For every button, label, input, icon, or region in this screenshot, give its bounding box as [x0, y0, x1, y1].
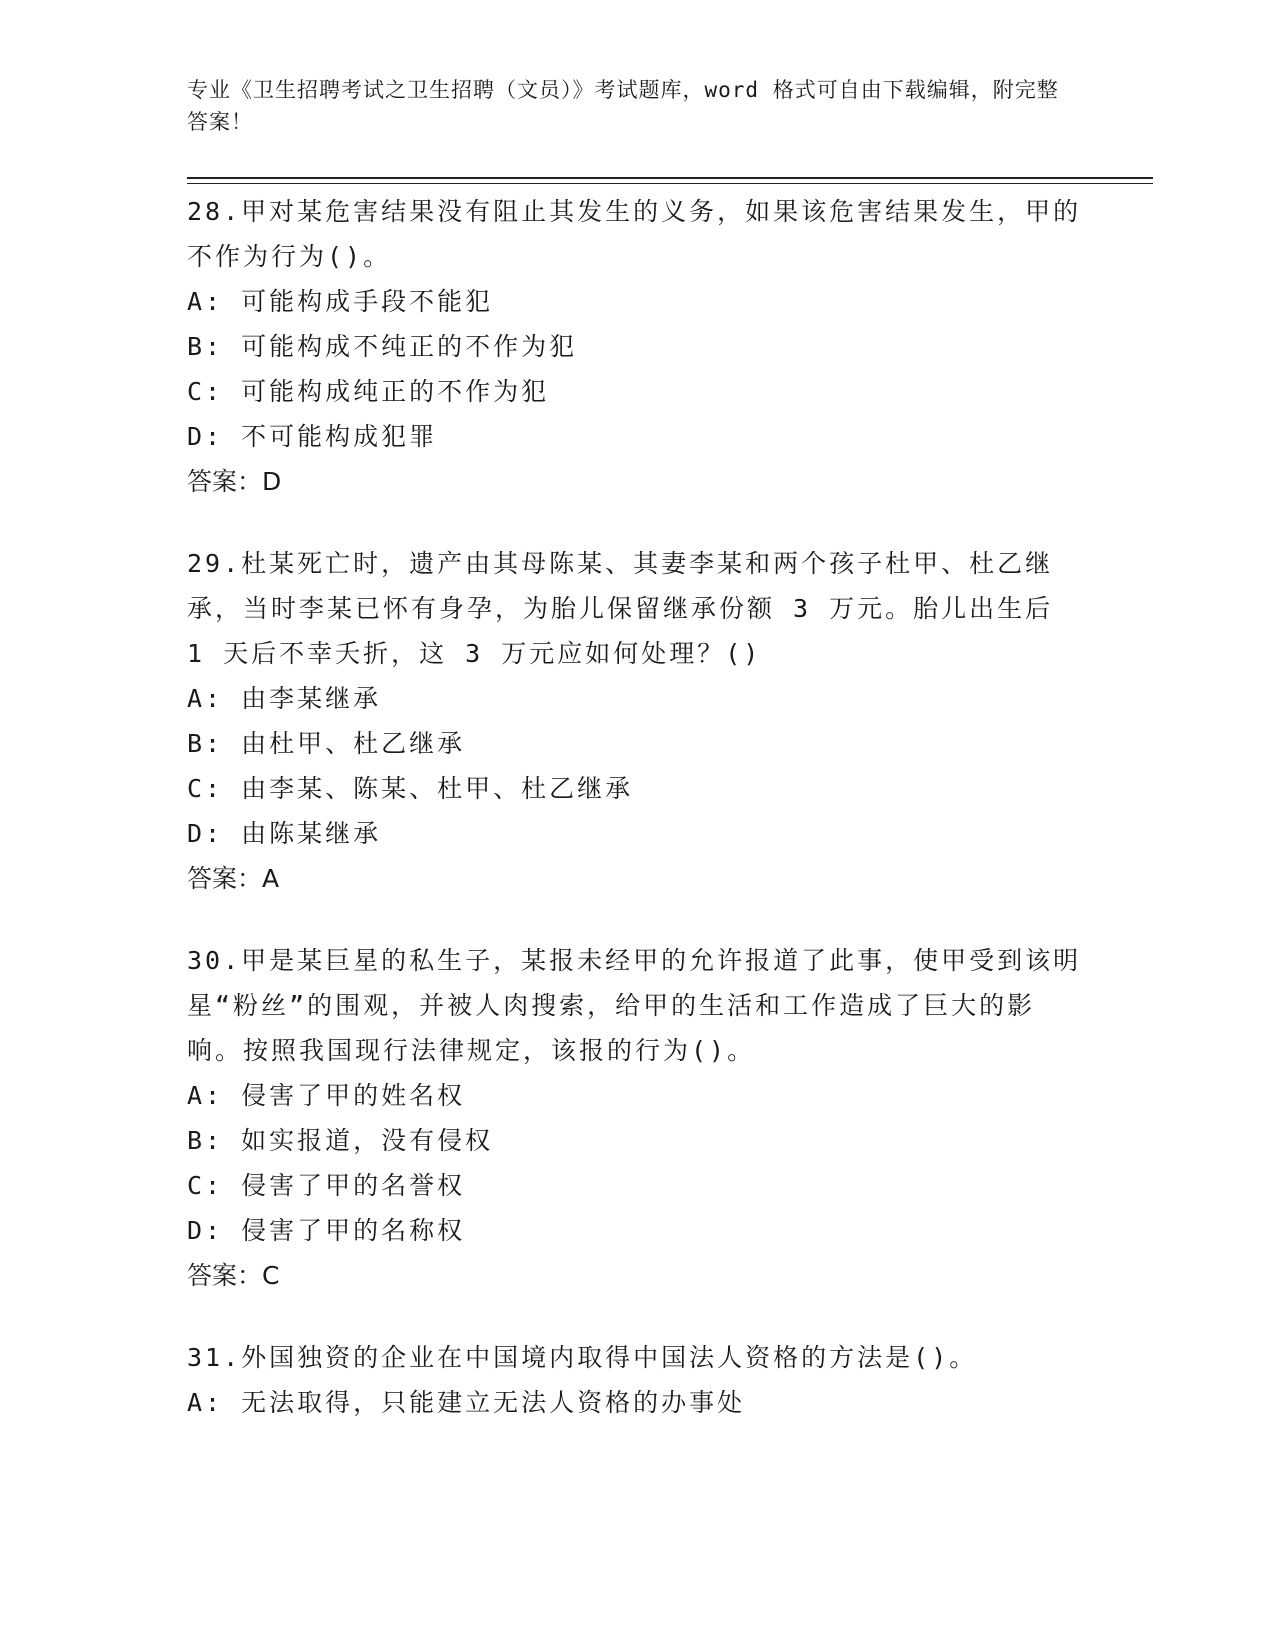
answer-line: 答案：C — [187, 1261, 280, 1290]
option-d: D: 由陈某继承 — [187, 819, 382, 848]
question-stem: 31.外国独资的企业在中国境内取得中国法人资格的方法是()。 — [187, 1343, 978, 1372]
option-a: A: 无法取得，只能建立无法人资格的办事处 — [187, 1388, 746, 1417]
option-a: A: 可能构成手段不能犯 — [187, 287, 494, 316]
option-b: B: 由杜甲、杜乙继承 — [187, 729, 466, 758]
option-a: A: 侵害了甲的姓名权 — [187, 1081, 466, 1110]
question-29 — [187, 541, 1087, 901]
question-stem: 30.甲是某巨星的私生子，某报未经甲的允许报道了此事，使甲受到该明星“粉丝”的围观，并被人肉搜索，给甲的生活和工作造成了巨大的影响。按照我国现行法律规定，该报的行为()。 — [187, 946, 1082, 1065]
option-b: B: 如实报道，没有侵权 — [187, 1126, 494, 1155]
option-c: C: 侵害了甲的名誉权 — [187, 1171, 466, 1200]
option-d: D: 侵害了甲的名称权 — [187, 1216, 466, 1245]
question-30 — [187, 938, 1087, 1298]
option-c: C: 由李某、陈某、杜甲、杜乙继承 — [187, 774, 634, 803]
option-a: A: 由李某继承 — [187, 684, 382, 713]
question-stem: 29.杜某死亡时，遗产由其母陈某、其妻李某和两个孩子杜甲、杜乙继承，当时李某已怀有身孕，为胎儿保留继承份额 3 万元。胎儿出生后 1 天后不幸夭折，这 3 万元应如何处理？() — [187, 549, 1054, 668]
question-stem: 28.甲对某危害结果没有阻止其发生的义务，如果该危害结果发生，甲的不作为行为()。 — [187, 197, 1082, 271]
question-list — [187, 189, 1087, 1462]
header-text: 专业《卫生招聘考试之卫生招聘（文员）》考试题库，word 格式可自由下载编辑，附完整答案！ — [187, 78, 1059, 134]
answer-line: 答案：A — [187, 864, 280, 893]
option-d: D: 不可能构成犯罪 — [187, 422, 438, 451]
option-c: C: 可能构成纯正的不作为犯 — [187, 377, 550, 406]
question-31 — [187, 1335, 1087, 1425]
header-divider-thin — [187, 183, 1153, 184]
question-28 — [187, 189, 1087, 504]
answer-line: 答案：D — [187, 467, 282, 496]
document-header — [187, 74, 1067, 138]
header-divider — [187, 177, 1153, 179]
option-b: B: 可能构成不纯正的不作为犯 — [187, 332, 578, 361]
